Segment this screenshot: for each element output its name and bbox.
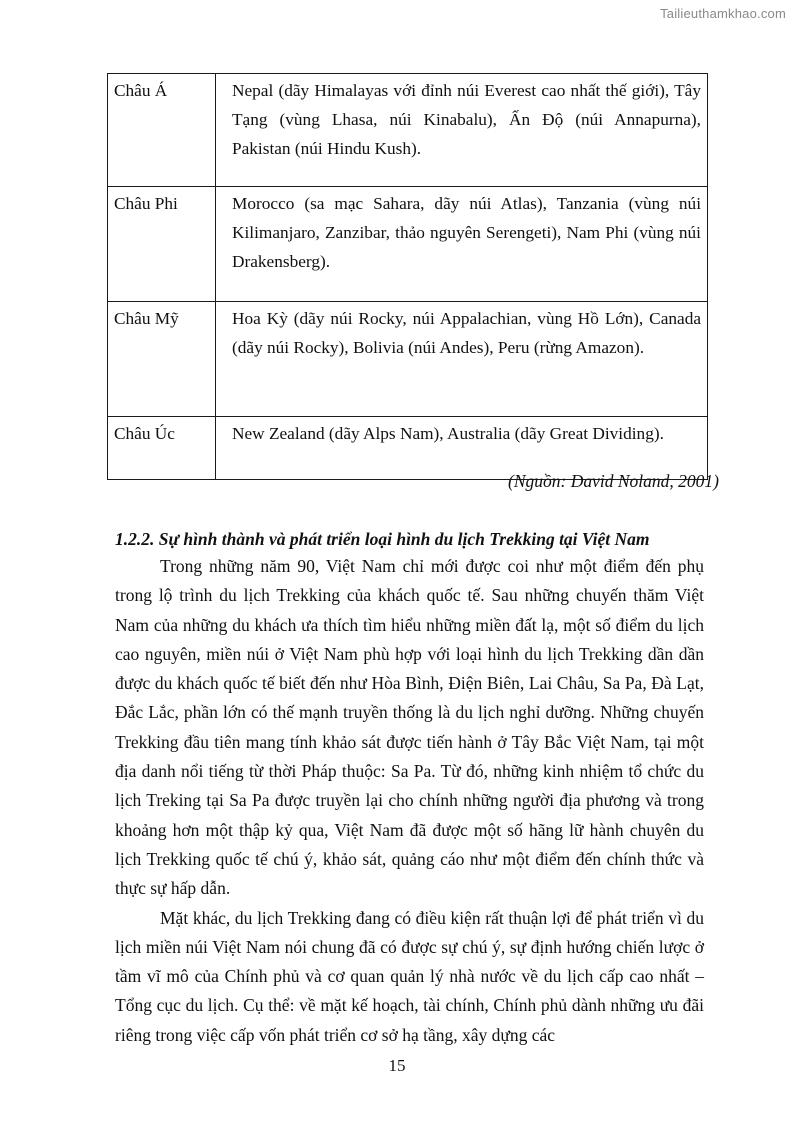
region-cell: Châu Phi [108, 187, 216, 302]
section-body [115, 552, 704, 1050]
destinations-cell: New Zealand (dãy Alps Nam), Australia (dãy Great Dividing). [216, 417, 708, 480]
destinations-cell: Hoa Kỳ (dãy núi Rocky, núi Appalachian, vùng Hồ Lớn), Canada (dãy núi Rocky), Bolivia (núi Andes), Peru (rừng Amazon). [216, 302, 708, 417]
table-source-citation: (Nguồn: David Noland, 2001) [508, 471, 719, 491]
trekking-destinations-table [107, 73, 708, 480]
table-row [108, 302, 708, 417]
section-heading: 1.2.2. Sự hình thành và phát triển loại hình du lịch Trekking tại Việt Nam [115, 529, 650, 549]
destinations-cell: Nepal (dãy Himalayas với đỉnh núi Everest cao nhất thế giới), Tây Tạng (vùng Lhasa, núi Kinabalu), Ấn Độ (núi Annapurna), Pakistan (núi Hindu Kush). [216, 74, 708, 187]
table-row [108, 187, 708, 302]
page-number: 15 [388, 1056, 406, 1075]
paragraph: Trong những năm 90, Việt Nam chỉ mới được coi như một điểm đến phụ trong lộ trình du lịch Trekking của khách quốc tế. Sau những chuyến thăm Việt Nam của những du khách ưa thích tìm hiểu những miền đất lạ, một số điểm du lịch cao nguyên, miền núi ở Việt Nam phù hợp với loại hình du lịch Trekking dần dần được du khách quốc tế biết đến như Hòa Bình, Điện Biên, Lai Châu, Sa Pa, Đà Lạt, Đắc Lắc, phần lớn có thế mạnh truyền thống là du lịch nghỉ dưỡng. Những chuyến Trekking đầu tiên mang tính khảo sát được tiến hành ở Tây Bắc Việt Nam, tại một địa danh nổi tiếng từ thời Pháp thuộc: Sa Pa. Từ đó, những kinh nhiệm tổ chức du lịch Treking tại Sa Pa được truyền lại cho chính những người địa phương và trong khoảng hơn một thập kỷ qua, Việt Nam đã được một số hãng lữ hành chuyên du lịch Trekking quốc tế chú ý, khảo sát, quảng cáo như một điểm đến chính thức và thực sự hấp dẫn. [115, 556, 704, 899]
watermark: Tailieuthamkhao.com [660, 6, 786, 21]
destinations-cell: Morocco (sa mạc Sahara, dãy núi Atlas), Tanzania (vùng núi Kilimanjaro, Zanzibar, thảo nguyên Serengeti), Nam Phi (vùng núi Drakensberg). [216, 187, 708, 302]
paragraph: Mặt khác, du lịch Trekking đang có điều kiện rất thuận lợi để phát triển vì du lịch miền núi Việt Nam nói chung đã có được sự chú ý, sự định hướng chiến lược ở tầm vĩ mô của Chính phủ và cơ quan quản lý nhà nước về du lịch cấp cao nhất – Tổng cục du lịch. Cụ thể: về mặt kế hoạch, tài chính, Chính phủ dành những ưu đãi riêng trong việc cấp vốn phát triển cơ sở hạ tầng, xây dựng các [115, 907, 704, 1045]
table-row [108, 74, 708, 187]
region-cell: Châu Úc [108, 417, 216, 480]
region-cell: Châu Mỹ [108, 302, 216, 417]
region-cell: Châu Á [108, 74, 216, 187]
